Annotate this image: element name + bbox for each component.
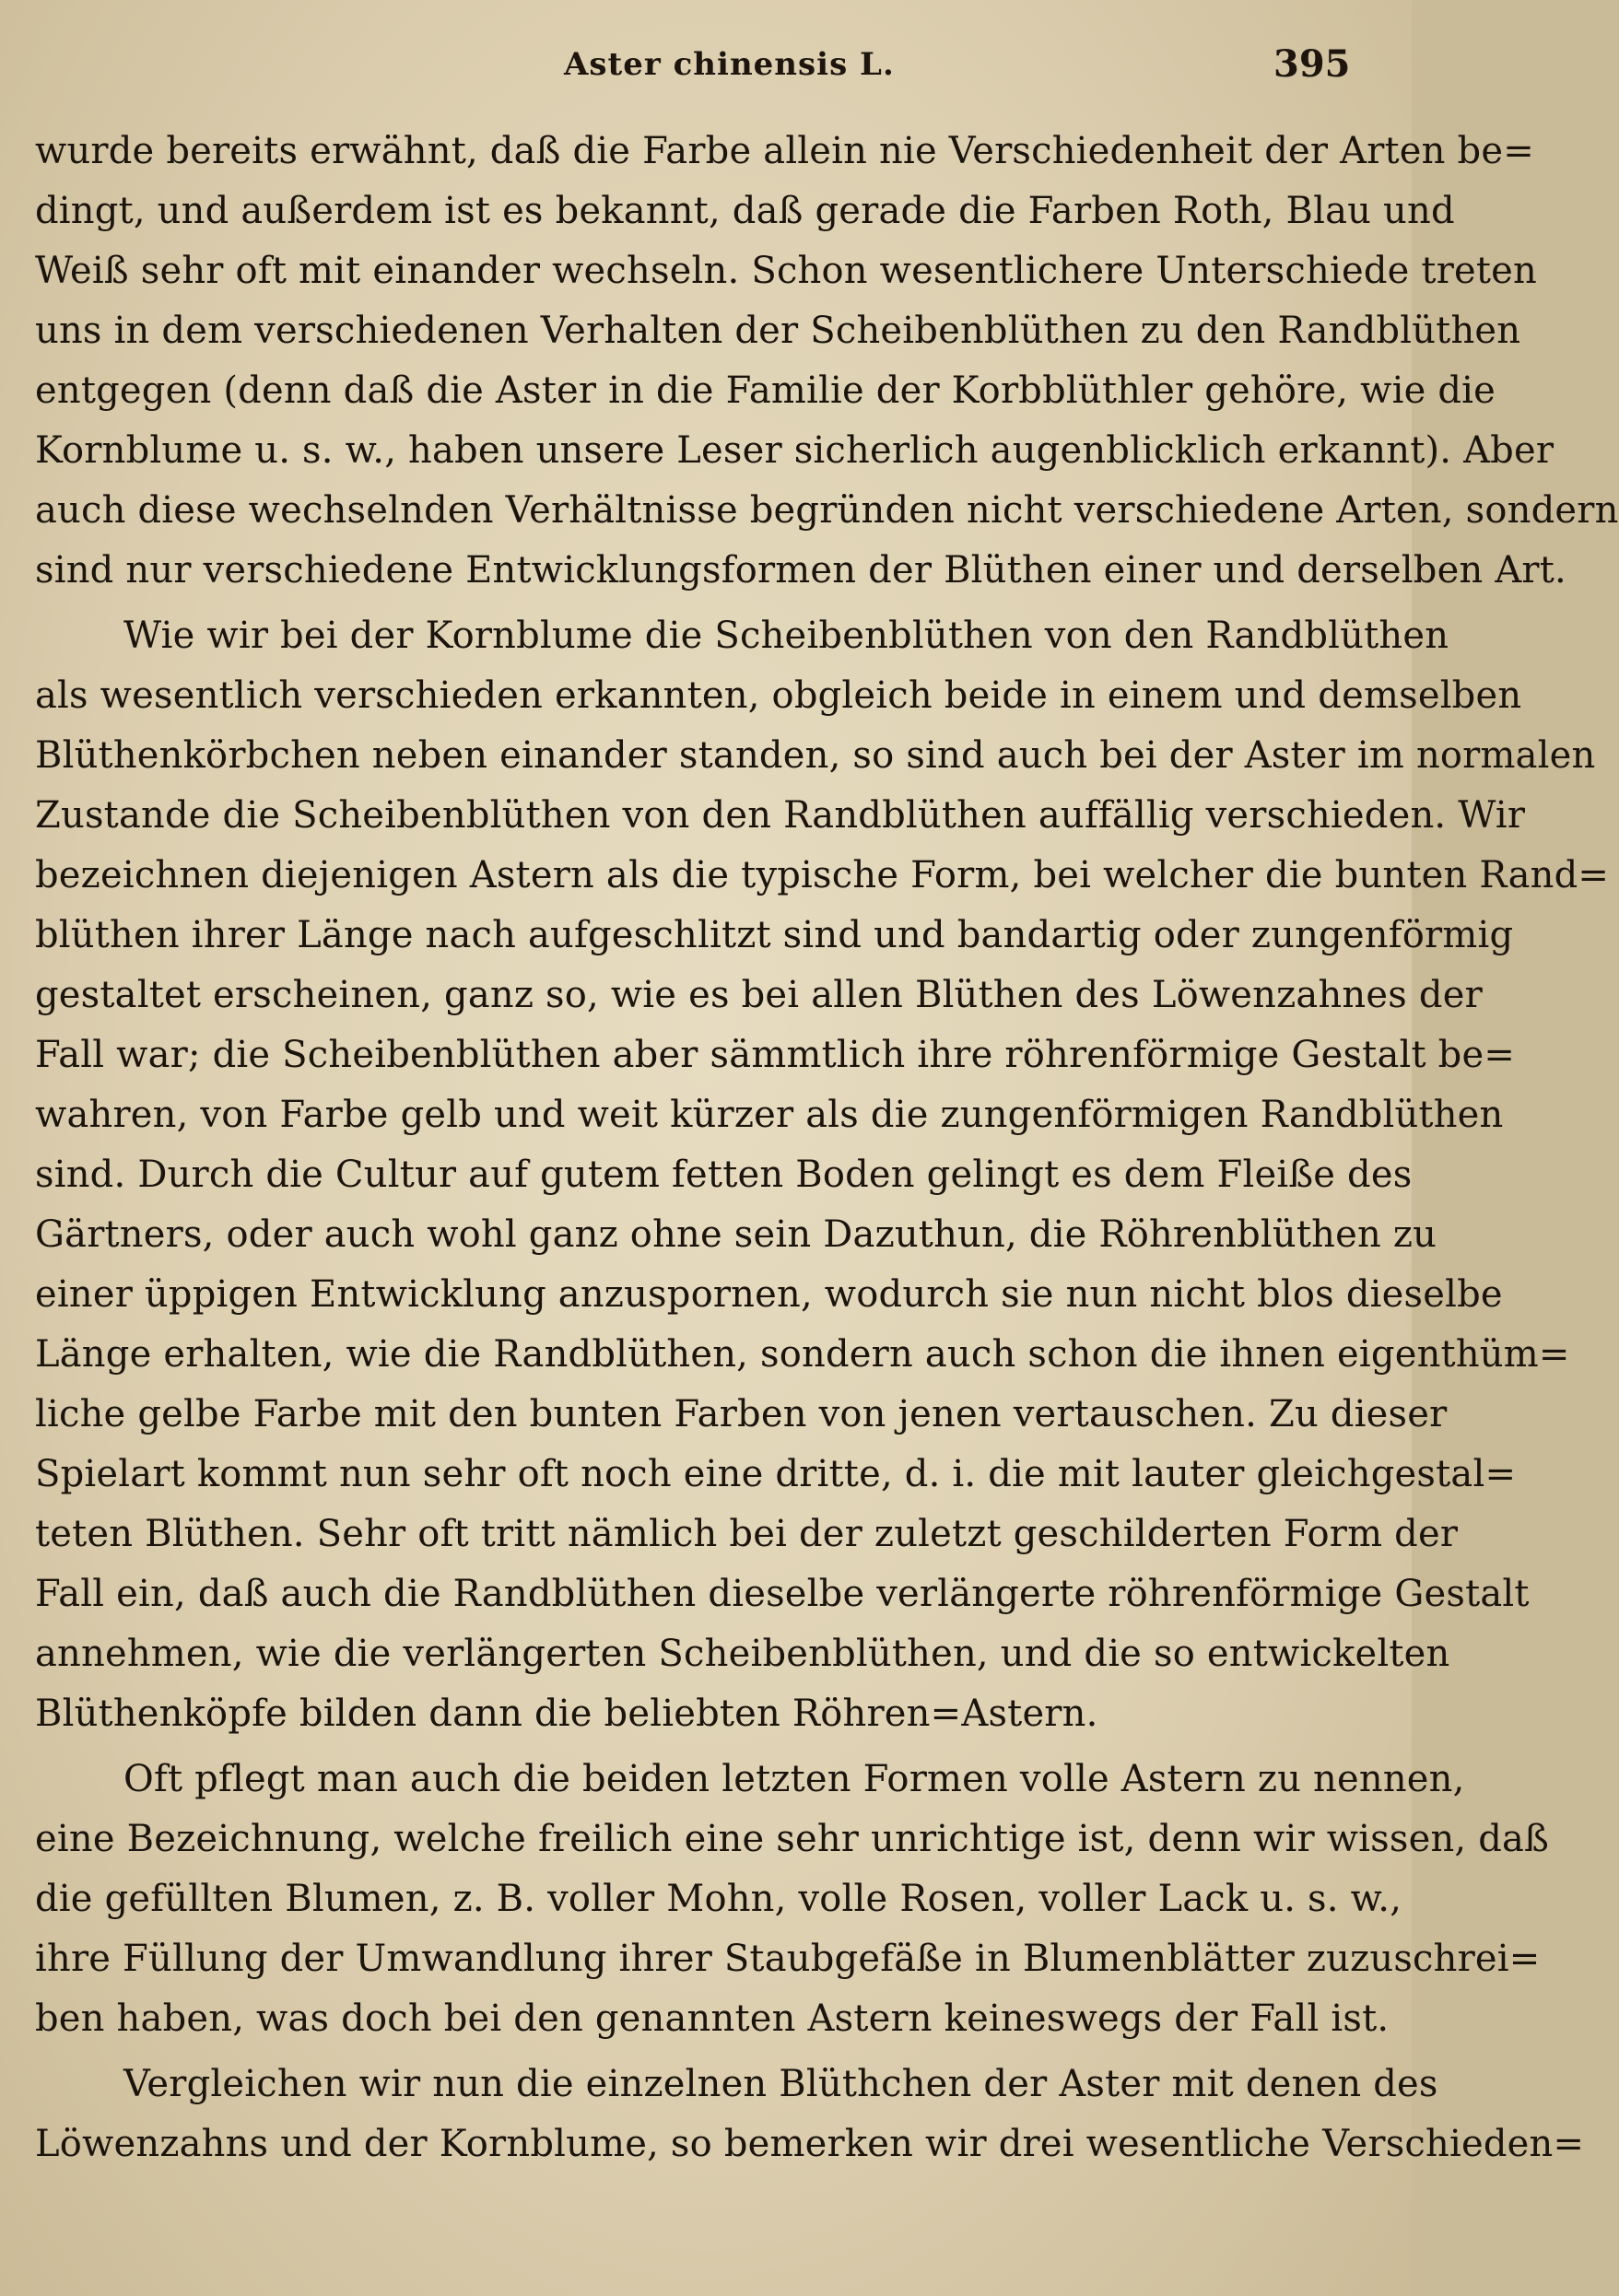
text-line: sind. Durch die Cultur auf gutem fetten Boden gelingt es dem Fleiße des bbox=[35, 1154, 1413, 1196]
text-line: Weiß sehr oft mit einander wechseln. Schon wesentlichere Unterschiede treten bbox=[35, 250, 1538, 292]
text-line: entgegen (denn daß die Aster in die Familie der Korbblüthler gehöre, wie die bbox=[35, 369, 1496, 412]
text-line: auch diese wechselnden Verhältnisse begründen nicht verschiedene Arten, sondern bbox=[35, 489, 1619, 532]
text-line: gestaltet erscheinen, ganz so, wie es bei allen Blüthen des Löwenzahnes der bbox=[35, 974, 1483, 1016]
text-line: Zustande die Scheibenblüthen von den Randblüthen auffällig verschieden. Wir bbox=[35, 794, 1526, 837]
paragraph-3 bbox=[35, 1750, 1550, 2049]
page-header bbox=[0, 37, 1412, 101]
text-line: uns in dem verschiedenen Verhalten der Scheibenblüthen zu den Randblüthen bbox=[35, 310, 1521, 352]
text-line: Oft pflegt man auch die beiden letzten Formen volle Astern zu nennen, bbox=[123, 1758, 1465, 1800]
text-line: bezeichnen diejenigen Astern als die typische Form, bei welcher die bunten Rand= bbox=[35, 854, 1610, 896]
text-line: annehmen, wie die verlängerten Scheibenblüthen, und die so entwickelten bbox=[35, 1633, 1450, 1675]
page-number: 395 bbox=[1273, 42, 1351, 86]
text-line: Blüthenkörbchen neben einander standen, so sind auch bei der Aster im normalen bbox=[35, 734, 1596, 777]
text-line: Blüthenköpfe bilden dann die beliebten Röhren=Astern. bbox=[35, 1693, 1098, 1735]
running-title: Aster chinensis L. bbox=[564, 46, 895, 83]
text-line: wahren, von Farbe gelb und weit kürzer als die zungenförmigen Randblüthen bbox=[35, 1094, 1504, 1136]
body-text bbox=[35, 122, 1619, 2180]
text-line: einer üppigen Entwicklung anzuspornen, wodurch sie nun nicht blos dieselbe bbox=[35, 1273, 1503, 1316]
text-line: Fall war; die Scheibenblüthen aber sämmtlich ihre röhrenförmige Gestalt be= bbox=[35, 1034, 1516, 1076]
text-line: die gefüllten Blumen, z. B. voller Mohn, volle Rosen, voller Lack u. s. w., bbox=[35, 1878, 1402, 1920]
text-line: Gärtners, oder auch wohl ganz ohne sein Dazuthun, die Röhrenblüthen zu bbox=[35, 1213, 1437, 1256]
text-line: wurde bereits erwähnt, daß die Farbe allein nie Verschiedenheit der Arten be= bbox=[35, 130, 1534, 172]
text-line: ben haben, was doch bei den genannten Astern keineswegs der Fall ist. bbox=[35, 1997, 1390, 2040]
text-line: Spielart kommt nun sehr oft noch eine dritte, d. i. die mit lauter gleichgestal= bbox=[35, 1453, 1517, 1495]
text-line: blüthen ihrer Länge nach aufgeschlitzt sind und bandartig oder zungenförmig bbox=[35, 914, 1514, 956]
text-line: als wesentlich verschieden erkannten, obgleich beide in einem und demselben bbox=[35, 674, 1522, 717]
text-line: Wie wir bei der Kornblume die Scheibenblüthen von den Randblüthen bbox=[123, 615, 1449, 657]
text-line: ihre Füllung der Umwandlung ihrer Staubgefäße in Blumenblätter zuzuschrei= bbox=[35, 1938, 1541, 1980]
paragraph-1 bbox=[35, 122, 1619, 601]
text-line: Vergleichen wir nun die einzelnen Blüthchen der Aster mit denen des bbox=[123, 2063, 1438, 2105]
text-line: sind nur verschiedene Entwicklungsformen der Blüthen einer und derselben Art. bbox=[35, 549, 1566, 592]
text-line: liche gelbe Farbe mit den bunten Farben von jenen vertauschen. Zu dieser bbox=[35, 1393, 1448, 1435]
paragraph-2 bbox=[35, 606, 1610, 1744]
paragraph-4 bbox=[35, 2055, 1585, 2174]
text-line: Kornblume u. s. w., haben unsere Leser sicherlich augenblicklich erkannt). Aber bbox=[35, 429, 1554, 472]
text-line: Löwenzahns und der Kornblume, so bemerken wir drei wesentliche Verschieden= bbox=[35, 2123, 1585, 2165]
text-line: teten Blüthen. Sehr oft tritt nämlich bei der zuletzt geschilderten Form der bbox=[35, 1513, 1459, 1555]
text-line: Länge erhalten, wie die Randblüthen, sondern auch schon die ihnen eigenthüm= bbox=[35, 1333, 1570, 1376]
text-line: Fall ein, daß auch die Randblüthen dieselbe verlängerte röhrenförmige Gestalt bbox=[35, 1573, 1530, 1615]
text-line: dingt, und außerdem ist es bekannt, daß gerade die Farben Roth, Blau und bbox=[35, 190, 1455, 232]
text-line: eine Bezeichnung, welche freilich eine sehr unrichtige ist, denn wir wissen, daß bbox=[35, 1818, 1550, 1860]
